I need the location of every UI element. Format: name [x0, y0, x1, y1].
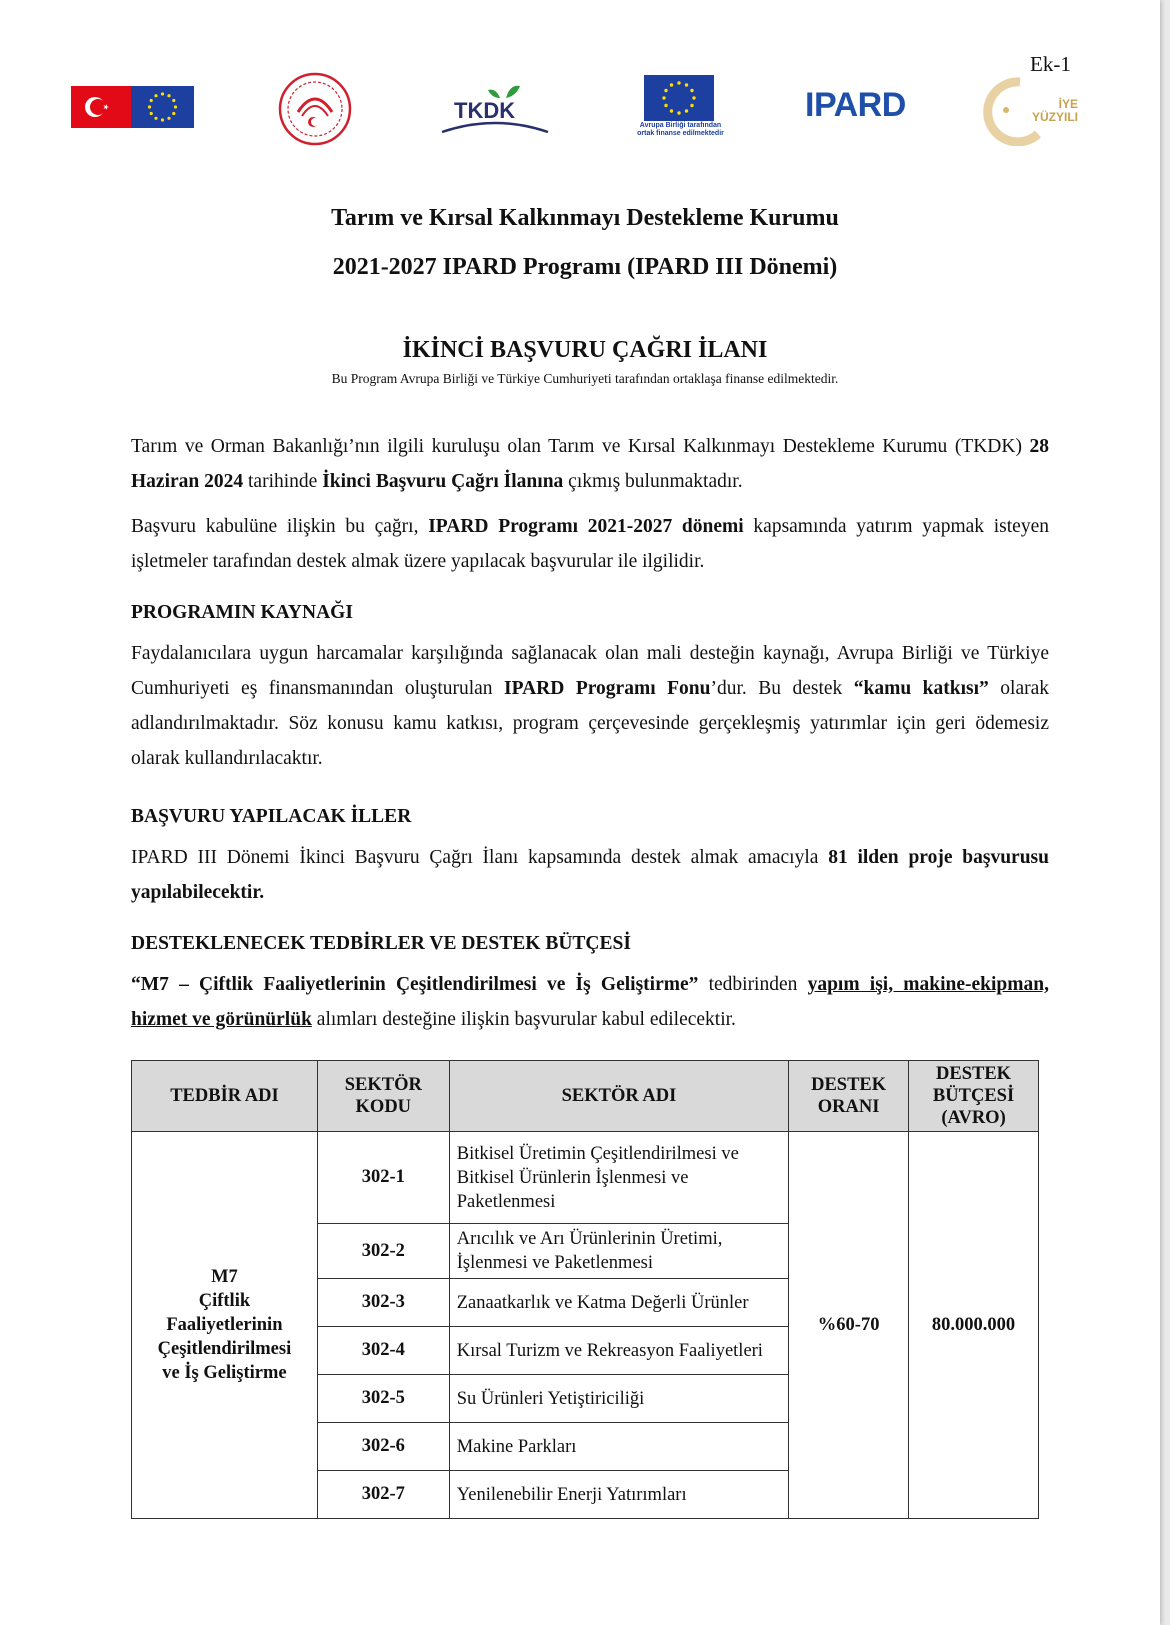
eu-flag-icon	[131, 86, 194, 128]
ministry-seal-icon	[278, 72, 352, 146]
header-support-budget: DESTEK BÜTÇESİ (AVRO)	[909, 1061, 1039, 1132]
yuzyil-line2: YÜZYILI	[1032, 110, 1079, 124]
measures-table	[131, 1060, 1039, 1519]
sector-name: Makine Parkları	[449, 1423, 788, 1471]
provinces-paragraph: IPARD III Dönemi İkinci Başvuru Çağrı İlanı kapsamında destek almak amacıyla 81 ilden proje başvurusu yapılabilecektir.	[131, 847, 1049, 903]
support-rate: %60-70	[789, 1132, 909, 1519]
sector-name: Zanaatkarlık ve Katma Değerli Ürünler	[449, 1279, 788, 1327]
header-sector-code: SEKTÖR KODU	[317, 1061, 449, 1132]
measures-paragraph: “M7 – Çiftlik Faaliyetlerinin Çeşitlendirilmesi ve İş Geliştirme” tedbirinden yapım işi, makine-ekipman, hizmet ve görünürlük alımları desteğine ilişkin başvurular kabul edilecektir.	[131, 974, 1049, 1030]
sector-code: 302-1	[317, 1132, 449, 1224]
measure-cell: M7 Çiftlik Faaliyetlerinin Çeşitlendirilmesi ve İş Geliştirme	[132, 1132, 318, 1519]
public-contribution-term: “kamu katkısı”	[853, 678, 989, 699]
provinces-heading: BAŞVURU YAPILACAK İLLER	[131, 806, 412, 827]
ipard-logo: IPARD	[805, 86, 906, 124]
eligible-items: yapım işi, makine-ekipman, hizmet ve görünürlük	[131, 974, 1049, 1030]
program-period: IPARD Programı 2021-2027 dönemi	[428, 516, 744, 537]
eu-caption-line1: Avrupa Birliği tarafından	[639, 122, 722, 129]
announcement-title: İKİNCİ BAŞVURU ÇAĞRI İLANI	[402, 337, 768, 363]
intro-paragraph-1: Tarım ve Orman Bakanlığı’nın ilgili kuruluşu olan Tarım ve Kırsal Kalkınmayı Destekleme Kurumu (TKDK) 28 Haziran 2024 tarihinde İkinci Başvuru Çağrı İlanına çıkmış bulunmaktadır.	[131, 436, 1049, 492]
header-sector-name: SEKTÖR ADI	[449, 1061, 788, 1132]
sector-name: Su Ürünleri Yetiştiriciliği	[449, 1375, 788, 1423]
program-title: 2021-2027 IPARD Programı (IPARD III Dönemi)	[332, 254, 838, 280]
turkiye-yuzyili-logo	[978, 76, 1100, 146]
source-heading: PROGRAMIN KAYNAĞI	[131, 602, 353, 623]
table-row	[132, 1132, 1039, 1224]
measures-heading: DESTEKLENECEK TEDBİRLER VE DESTEK BÜTÇESİ	[131, 933, 631, 954]
tkdk-logo	[440, 80, 550, 136]
sector-name: Arıcılık ve Arı Ürünlerinin Üretimi, İşlenmesi ve Paketlenmesi	[449, 1224, 788, 1279]
sector-code: 302-7	[317, 1471, 449, 1519]
sector-name: Bitkisel Üretimin Çeşitlendirilmesi ve Bitkisel Ürünlerin İşlenmesi ve Paketlenmesi	[449, 1132, 788, 1224]
page-label: Ek-1	[1030, 52, 1071, 76]
eu-cofinance-logo	[628, 75, 733, 141]
measure-name: “M7 – Çiftlik Faaliyetlerinin Çeşitlendirilmesi ve İş Geliştirme”	[131, 974, 699, 995]
call-name: İkinci Başvuru Çağrı İlanına	[322, 471, 564, 492]
tkdk-text: TKDK	[454, 98, 516, 123]
yuzyil-line1: İYE	[1058, 97, 1079, 111]
sector-code: 302-3	[317, 1279, 449, 1327]
call-date: 28 Haziran 2024	[131, 436, 1049, 492]
institution-title: Tarım ve Kırsal Kalkınmayı Destekleme Kurumu	[331, 205, 839, 231]
header-measure-name: TEDBİR ADI	[132, 1061, 318, 1132]
sector-code: 302-4	[317, 1327, 449, 1375]
sector-code: 302-5	[317, 1375, 449, 1423]
header-support-rate: DESTEK ORANI	[789, 1061, 909, 1132]
support-budget: 80.000.000	[909, 1132, 1039, 1519]
sector-code: 302-2	[317, 1224, 449, 1279]
sector-name: Yenilenebilir Enerji Yatırımları	[449, 1471, 788, 1519]
sector-code: 302-6	[317, 1423, 449, 1471]
intro-paragraph-2: Başvuru kabulüne ilişkin bu çağrı, IPARD Programı 2021-2027 dönemi kapsamında yatırım yapmak isteyen işletmeler tarafından destek almak üzere yapılacak başvurular ile ilgilidir.	[131, 516, 1049, 572]
province-count: 81 ilden proje başvurusu yapılabilecektir.	[131, 847, 1049, 903]
fund-name: IPARD Programı Fonu	[504, 678, 711, 699]
source-paragraph: Faydalanıcılara uygun harcamalar karşılığında sağlanacak olan mali desteğin kaynağı, Avrupa Birliği ve Türkiye Cumhuriyeti eş finansmanından oluşturulan IPARD Programı Fonu’dur. Bu destek “kamu katkısı” olarak adlandırılmaktadır. Söz konusu kamu katkısı, program çerçevesinde gerçekleşmiş yatırımlar için geri ödemesiz olarak kullandırılacaktır.	[131, 643, 1049, 769]
sector-name: Kırsal Turizm ve Rekreasyon Faaliyetleri	[449, 1327, 788, 1375]
eu-caption-line2: ortak finanse edilmektedir	[637, 130, 724, 137]
funding-note: Bu Program Avrupa Birliği ve Türkiye Cumhuriyeti tarafından ortaklaşa finanse edilmektedir.	[331, 371, 839, 386]
eu-flag-icon	[644, 75, 714, 121]
table-header-row	[132, 1061, 1039, 1132]
turkey-flag-icon	[71, 86, 131, 128]
